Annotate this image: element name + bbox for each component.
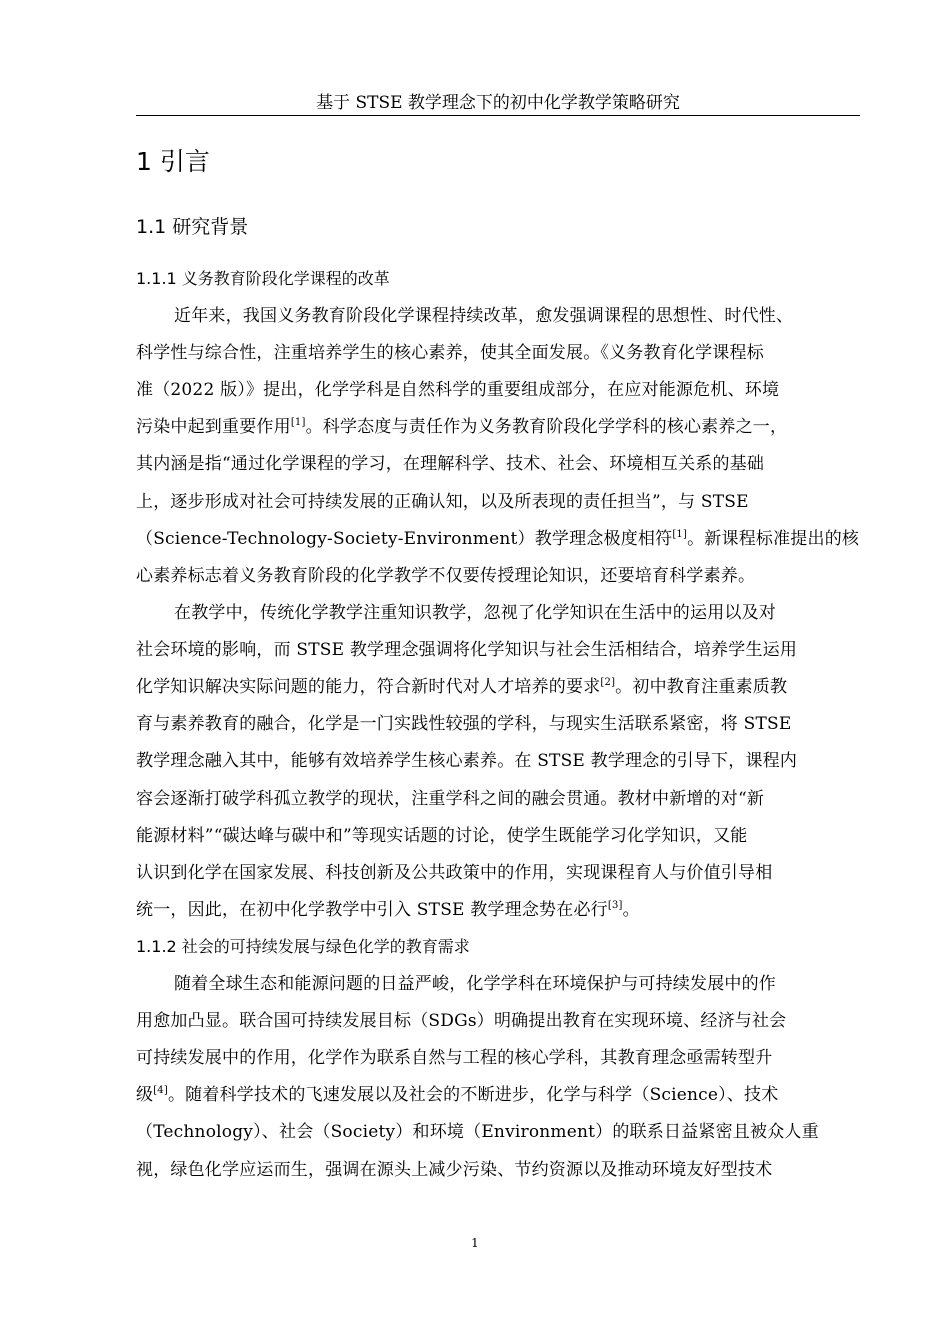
running-header: 基于 STSE 教学理念下的初中化学教学策略研究	[316, 93, 680, 113]
text-segment: 上，逐步形成对社会可持续发展的正确认知，以及所表现的责任担当”，与 STSE	[136, 491, 749, 512]
text-segment: 容会逐渐打破学科孤立教学的现状，注重学科之间的融会贯通。教材中新增的对“新	[136, 788, 765, 809]
section-heading-1-1-1: 1.1.1 义务教育阶段化学课程的改革	[136, 269, 390, 288]
citation-ref: [1]	[290, 417, 306, 429]
text-segment: 。科学态度与责任作为义务教育阶段化学学科的核心素养之一，	[305, 417, 788, 438]
text-line	[136, 339, 764, 367]
text-line	[136, 450, 764, 478]
text-segment: 。	[622, 899, 640, 920]
text-segment: 育与素养教育的融合，化学是一门实践性较强的学科，与现实生活联系紧密，将 STSE	[136, 714, 792, 735]
text-line	[136, 822, 747, 850]
text-segment: 其内涵是指“通过化学课程的学习，在理解科学、技术、社会、环境相互关系的基础	[136, 454, 765, 475]
section-heading-1-1-2: 1.1.2 社会的可持续发展与绿色化学的教育需求	[136, 937, 470, 956]
text-segment: 科学性与综合性，注重培养学生的核心素养，使其全面发展。《义务教育化学课程标	[136, 343, 764, 364]
header-rule	[136, 115, 860, 116]
text-segment: 心素养标志着义务教育阶段的化学教学不仅要传授理论知识，还要培育科学素养。	[136, 565, 756, 586]
text-segment: 视，绿色化学应运而生，强调在源头上减少污染、节约资源以及推动环境友好型技术	[136, 1159, 773, 1180]
text-line	[136, 376, 779, 404]
text-segment: 用愈加凸显。联合国可持续发展目标（SDGs）明确提出教育在实现环境、经济与社会	[136, 1011, 787, 1032]
text-segment: 认识到化学在国家发展、科技创新及公共政策中的作用，实现课程育人与价值引导相	[136, 862, 773, 883]
text-segment: 化学知识解决实际问题的能力，符合新时代对人才培养的要求	[136, 677, 601, 698]
text-segment: 。新课程标准提出的核	[687, 528, 860, 549]
text-segment: 污染中起到重要作用	[136, 417, 291, 438]
text-segment: 准（2022 版）》提出，化学学科是自然科学的重要组成部分，在应对能源危机、环境	[136, 380, 780, 401]
text-line	[136, 1007, 786, 1035]
text-line	[136, 896, 640, 927]
citation-ref: [1]	[672, 528, 688, 540]
text-line	[136, 525, 859, 556]
text-line	[136, 636, 797, 664]
text-line	[174, 599, 776, 627]
text-line	[136, 413, 787, 444]
text-line	[136, 859, 772, 887]
text-line	[136, 747, 797, 775]
page-number: 1	[471, 1236, 479, 1250]
text-line	[136, 1044, 772, 1072]
text-segment: 教学理念融入其中，能够有效培养学生核心素养。在 STSE 教学理念的引导下，课程内	[136, 751, 798, 772]
text-segment: 级	[136, 1085, 154, 1106]
text-segment: 在教学中，传统化学教学注重知识教学，忽视了化学知识在生活中的运用以及对	[174, 603, 776, 623]
text-segment: （Technology）、社会（Society）和环境（Environment）的联系日益紧密且被众人重	[136, 1122, 819, 1143]
text-segment: 。随着科学技术的飞速发展以及社会的不断进步，化学与科学（Science）、技术	[167, 1085, 779, 1106]
section-heading-1-1: 1.1 研究背景	[136, 216, 249, 238]
text-segment: 社会环境的影响，而 STSE 教学理念强调将化学知识与社会生活相结合，培养学生运用	[136, 640, 798, 661]
text-segment: 近年来，我国义务教育阶段化学课程持续改革，愈发强调课程的思想性、时代性、	[174, 306, 794, 326]
text-line	[136, 562, 755, 590]
citation-ref: [2]	[600, 677, 616, 689]
text-line	[136, 488, 749, 516]
text-segment: （Science-Technology-Society-Environment）教学理念极度相符	[136, 528, 673, 549]
citation-ref: [4]	[153, 1085, 168, 1097]
text-line	[136, 1118, 819, 1146]
text-line	[136, 1081, 778, 1112]
text-segment: 统一，因此，在初中化学教学中引入 STSE 教学理念势在必行	[136, 899, 608, 920]
text-segment: 随着全球生态和能源问题的日益严峻，化学学科在环境保护与可持续发展中的作	[174, 974, 776, 994]
text-line	[174, 302, 793, 330]
text-segment: 能源材料”“碳达峰与碳中和”等现实话题的讨论，使学生既能学习化学知识，又能	[136, 825, 748, 846]
text-line	[136, 710, 791, 738]
text-line	[136, 785, 764, 813]
text-segment: 可持续发展中的作用，化学作为联系自然与工程的核心学科，其教育理念亟需转型升	[136, 1048, 773, 1069]
text-segment: 。初中教育注重素质教	[615, 677, 788, 698]
section-heading-1: 1 引言	[136, 147, 210, 176]
text-line	[136, 1156, 772, 1184]
citation-ref: [3]	[607, 899, 623, 911]
text-line	[174, 970, 776, 998]
text-line	[136, 673, 787, 704]
